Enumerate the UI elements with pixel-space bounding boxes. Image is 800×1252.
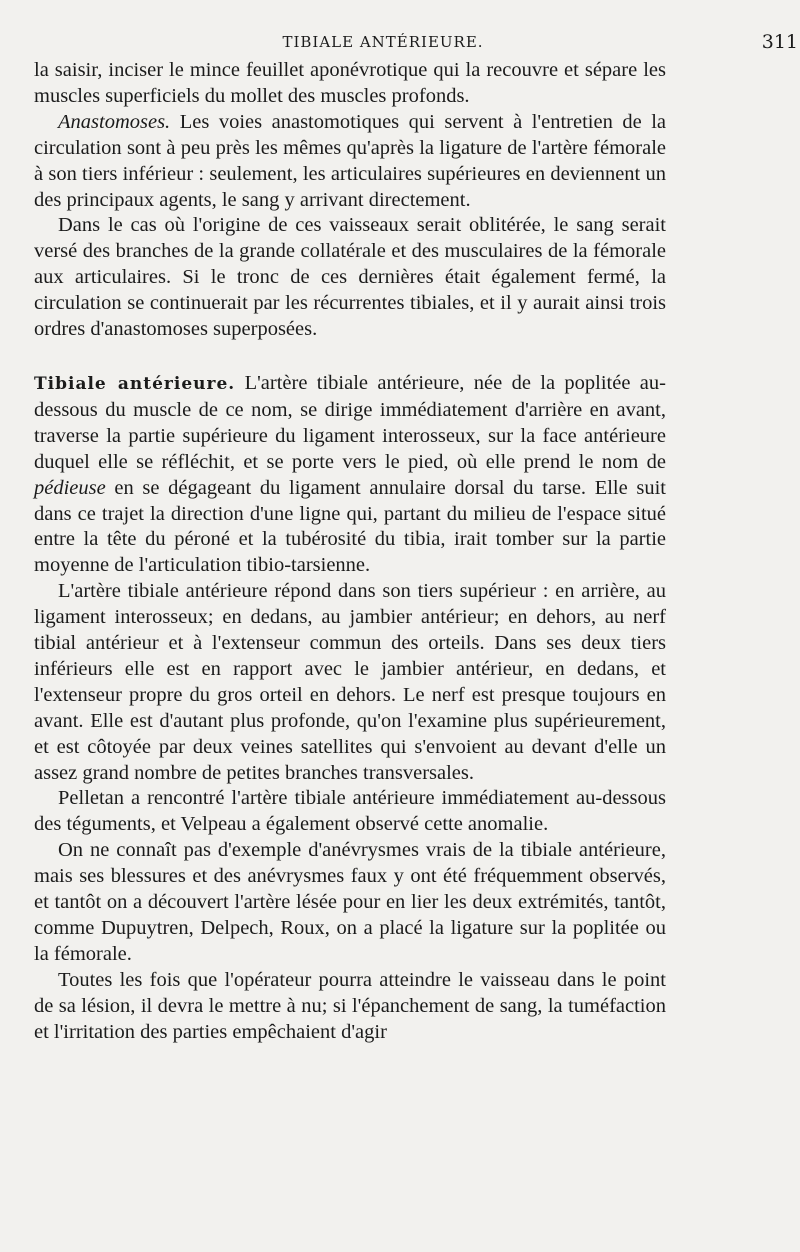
page-number: 311 [761, 31, 798, 53]
tibiale-text-b: en se dégageant du ligament annulaire dorsal du tarse. Elle suit dans ce trajet la direction d'une ligne qui, partant du milieu de l'espace situé entre la tête du péroné et la tubérosité du tibia, irait tomber sur la partie moyenne de l'articulation tibio-tarsienne. [34, 476, 666, 577]
paragraph-1: la saisir, inciser le mince feuillet aponévrotique qui la recouvre et sépare les muscles superficiels du mollet des muscles profonds. [34, 59, 666, 107]
paragraph-tibiale [34, 371, 666, 579]
paragraph-3: Dans le cas où l'origine de ces vaisseaux serait oblitérée, le sang serait versé des branches de la grande collatérale et des musculaires de la fémorale aux articulaires. Si le tronc de ces dernières était également fermé, la circulation se continuerait par les récurrentes tibiales, et il y aurait ainsi trois ordres d'anastomoses superposées. [34, 214, 666, 341]
paragraph-7: On ne connaît pas d'exemple d'anévrysmes vrais de la tibiale antérieure, mais ses blessures et des anévrysmes faux y ont été fréquemment observés, et tantôt on a découvert l'artère lésée pour en lier les deux extrémités, tantôt, comme Dupuytren, Delpech, Roux, on a placé la ligature sur la poplitée ou la fémorale. [34, 839, 666, 965]
section-heading: Tibiale antérieure. [34, 373, 236, 394]
body-text [34, 58, 666, 1046]
paragraph-anastomoses [34, 110, 666, 214]
running-header [34, 22, 798, 58]
pedieuse-term: pédieuse [34, 476, 106, 499]
running-title: TIBIALE ANTÉRIEURE. [282, 33, 484, 51]
tibiale-text-a: L'artère tibiale antérieure, née de la poplitée au-dessous du muscle de ce nom, se dirige immédiatement d'arrière en avant, traverse la partie supérieure du ligament interosseux, sur la face antérieure duquel elle se réfléchit, et se porte vers le pied, où elle prend le nom de [34, 371, 666, 473]
paragraph-5: L'artère tibiale antérieure répond dans son tiers supérieur : en arrière, au ligament interosseux; en dedans, au jambier antérieur; en dehors, au nerf tibial antérieur et à l'extenseur commun des orteils. Dans ses deux tiers inférieurs elle est en rapport avec le jambier antérieur, en dedans, et l'extenseur propre du gros orteil en dehors. Le nerf est presque toujours en avant. Elle est d'autant plus profonde, qu'on l'examine plus supérieurement, et est côtoyée par deux veines satellites qui s'envoient au devant d'elle un assez grand nombre de petites branches transversales. [34, 580, 666, 784]
anastomoses-text: Les voies anastomotiques qui servent à l'entretien de la circulation sont à peu près les mêmes qu'après la ligature de l'artère fémorale à son tiers inférieur : seulement, les articulaires supérieures en deviennent un des principaux agents, le sang y arrivant directement. [34, 110, 666, 211]
paragraph-6: Pelletan a rencontré l'artère tibiale antérieure immédiatement au-dessous des téguments, et Velpeau a également observé cette anomalie. [34, 787, 666, 836]
paragraph-8: Toutes les fois que l'opérateur pourra atteindre le vaisseau dans le point de sa lésion, il devra le mettre à nu; si l'épanchement de sang, la tuméfaction et l'irritation des parties empêchaient d'agir [34, 968, 666, 1043]
anastomoses-heading: Anastomoses. [58, 110, 171, 133]
